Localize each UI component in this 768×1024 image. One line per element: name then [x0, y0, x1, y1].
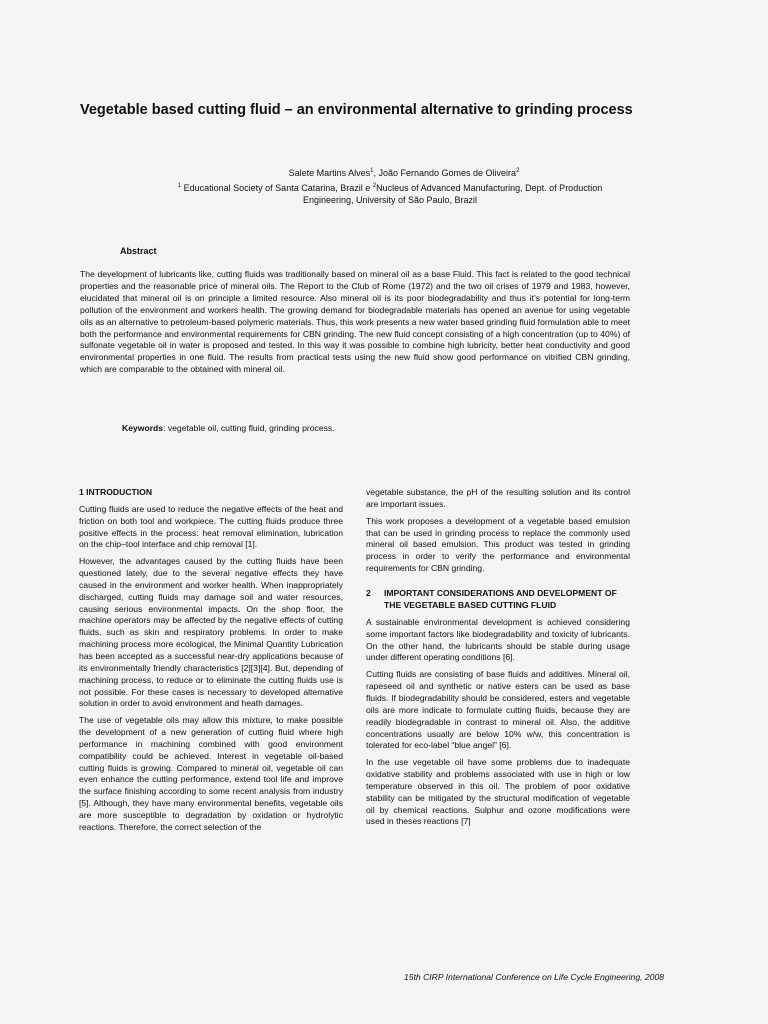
- section-number: 2: [366, 587, 371, 598]
- keywords-text: : vegetable oil, cutting fluid, grinding process.: [163, 423, 335, 433]
- author-name: João Fernando Gomes de Oliveira: [378, 168, 517, 178]
- paragraph: Cutting fluids are consisting of base fluids and additives. Mineral oil, rapeseed oil and synthetic or native esters can be used as base fluids. If biodegradability should be considered, esters and vegetable oils are more indicate to formulate cutting fluids, because they are readily biodegradable in contrast to mineral oil. Also, the additive concentrations usually are below 10% w/w, this concentration is tolerated for eco-label “blue angel” [6].: [366, 669, 630, 751]
- paragraph: The use of vegetable oils may allow this mixture, to make possible the development of a new generation of cutting fluid where high performance in machining combined with good environment compatibility could be achieved. Interest in vegetable oil-based cutting fluids is growing. Compared to mineral oil, vegetable oil can even enhance the cutting performance, extend tool life and improve the surface finishing according to some recent analysis from industry [5]. Although, they have many environmental benefits, vegetable oils are more susceptible to degradation by oxidation or hydrolytic reactions. Therefore, the correct selection of the: [79, 715, 343, 832]
- paper-title: Vegetable based cutting fluid – an environmental alternative to grinding process: [80, 102, 633, 118]
- affiliation-text: Educational Society of Santa Catarina, Brazil e: [181, 183, 373, 193]
- paragraph: A sustainable environmental development is achieved considering some important factors like biodegradability and toxicity of lubricants. On the other hand, the lubricants should be stable during usage under different operating conditions [6].: [366, 616, 630, 663]
- abstract-body: The development of lubricants like, cutting fluids was traditionally based on mineral oil as a base Fluid. This fact is related to the good technical properties and the reasonable price of mineral oils. The Report to the Club of Rome (1972) and the two oil crises of 1979 and 1983, however, elucidated that mineral oil is on principle a limited resource. Also mineral oil is its poor biodegradability and thus it’s potential for long-term pollution of the environment and workers health. The growing demand for biodegradable materials has opened an avenue for using vegetable oils as an alternative to petroleum-based polymeric materials. Thus, this work presents a new water based grinding fluid formulation able to meet both the performance and environmental requirements for CBN grinding. The new fluid concept consisting of a high concentration (up to 40%) of sulfonate vegetable oil in water is proposed and tested. In this way it was possible to combine high lubricity, better heat conductivity and good environmental properties in one fluid. The results from practical tests using the new fluid show good performance on vitrified CBN grinding, which are comparable to the obtained with mineral oil.: [80, 269, 630, 375]
- paragraph: vegetable substance, the pH of the resulting solution and its control are important issues.: [366, 487, 630, 509]
- section-heading-introduction: 1 INTRODUCTION: [79, 487, 153, 497]
- paragraph: Cutting fluids are used to reduce the negative effects of the heat and friction on both tool and workpiece. The cutting fluids produce three positive effects in the process: heat removal elimination, lubrication on the chip–tool interface and chip removal [1].: [79, 503, 343, 550]
- keywords-line: [122, 422, 642, 434]
- affiliation-superscript: 2: [372, 183, 377, 189]
- author-superscript: 2: [516, 168, 520, 174]
- author-line: [0, 167, 768, 179]
- author-superscript: 1: [370, 168, 374, 174]
- left-column: [79, 487, 343, 839]
- abstract-heading: Abstract: [120, 246, 157, 256]
- affiliation-text: Nucleus of Advanced Manufacturing, Dept. of Production: [376, 183, 603, 193]
- author-name: Salete Martins Alves: [288, 168, 371, 178]
- paragraph: However, the advantages caused by the cutting fluids have been questioned lately, due to the several negative effects they have caused in the environment and worker health. When inappropriately discharged, cutting fluids may damage soil and water resources, causing serious environmental impacts. On the shop floor, the machine operators may be affected by the negative effects of cutting fluids, such as skin and respiratory problems. In order to make machining process more ecological, the Minimal Quantity Lubrication has been accepted as a successful near-dry applications because of its environmentally friendly characteristics [2][3][4]. But, depending of machining process, to reduce or to eliminate the cutting fluids use is not possible. For these cases is necessary to developed alternative solution in order to avoid environment and heath damages.: [79, 556, 343, 709]
- keywords-label: Keywords: [122, 423, 164, 433]
- conference-footer: 15th CIRP International Conference on Life Cycle Engineering, 2008: [403, 972, 664, 982]
- section-title: IMPORTANT CONSIDERATIONS AND DEVELOPMENT OF THE VEGETABLE BASED CUTTING FLUID: [384, 587, 617, 610]
- section-heading-considerations: [366, 587, 630, 611]
- affiliations: [120, 182, 660, 206]
- paragraph: In the use vegetable oil have some problems due to inadequate oxidative stability and problems associated with use in high or low temperature observed in this oil. The problem of poor oxidative stability can be mitigated by the structural modification of vegetable oil by chemical reactions. Sulphur and ozone modifications were used in theses reactions [7]: [366, 757, 630, 827]
- affiliation-line-2: Engineering, University of São Paulo, Brazil: [302, 195, 478, 205]
- affiliation-line-1: [120, 182, 660, 194]
- author-separator: ,: [373, 168, 379, 178]
- paragraph: This work proposes a development of a vegetable based emulsion that can be used in grinding process to replace the commonly used mineral oil based emulsion. This product was tested in grinding process in order to verify the performance and environmental requirements for CBN grinding.: [366, 515, 630, 574]
- right-column: [366, 487, 630, 833]
- affiliation-superscript: 1: [177, 183, 182, 189]
